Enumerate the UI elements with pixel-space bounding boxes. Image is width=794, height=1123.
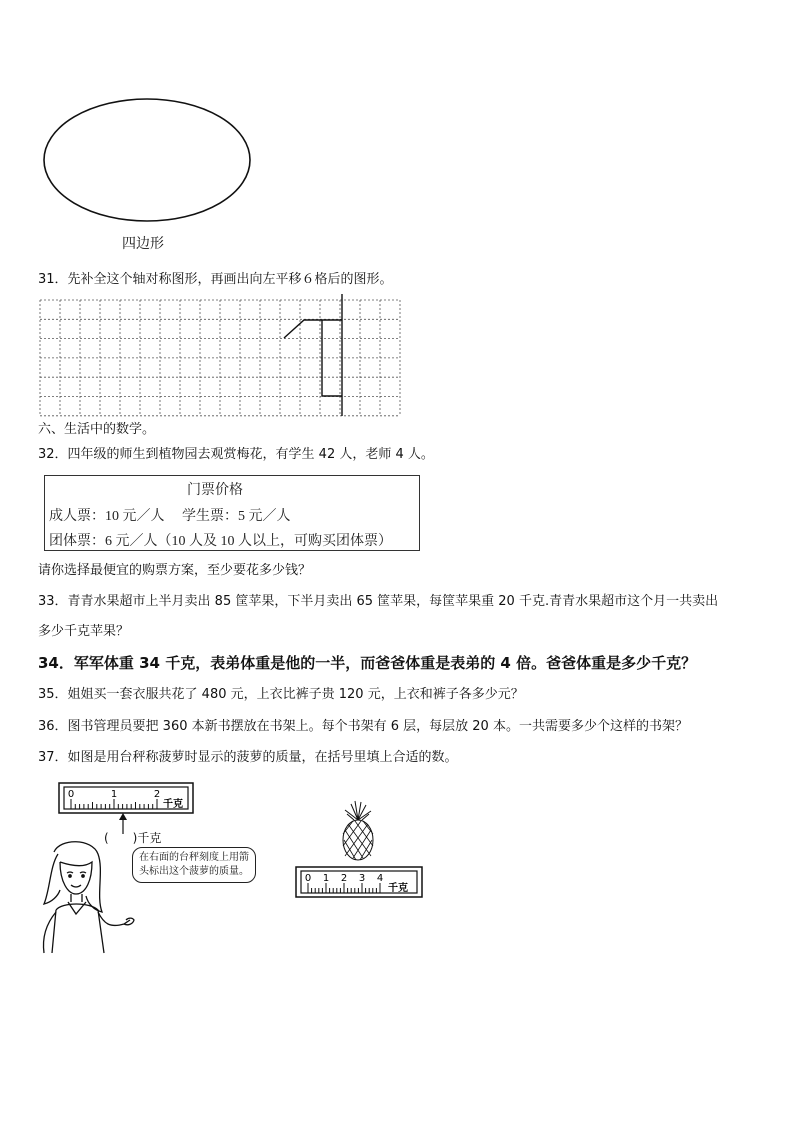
half-shape xyxy=(284,320,342,338)
grid-figure xyxy=(38,292,404,418)
question-32: 32．四年级的师生到植物园去观赏梅花，有学生 42 人，老师 4 人。 xyxy=(38,447,434,462)
ellipse-figure xyxy=(40,95,256,231)
scale-dial-1 xyxy=(58,782,194,814)
section-title: 六、生活中的数学。 xyxy=(38,422,156,437)
scale-dial-2 xyxy=(295,866,423,898)
scale2-tick-1: 1 xyxy=(322,873,330,884)
answer-blank[interactable]: ( )千克 xyxy=(104,831,162,845)
scale2-tick-2: 2 xyxy=(340,873,348,884)
question-32-ask: 请你选择最便宜的购票方案，至少要花多少钱？ xyxy=(38,563,312,578)
scale1-tick-1: 1 xyxy=(110,789,118,800)
scale1-tick-0: 0 xyxy=(67,789,75,800)
bubble-line-1: 在右面的台秤刻度上用箭 xyxy=(139,852,249,863)
speech-bubble xyxy=(132,847,256,883)
question-33-line2: 多少千克苹果？ xyxy=(38,624,130,639)
ticket-row-adult-student: 成人票：10 元／人 学生票：5 元／人 xyxy=(49,509,291,524)
scale1-unit: 千克 xyxy=(163,799,183,810)
ticket-row-group: 团体票：6 元／人（10 人及 10 人以上，可购买团体票） xyxy=(49,534,392,549)
scale2-tick-0: 0 xyxy=(304,873,312,884)
bubble-line-2: 头标出这个菠萝的质量。 xyxy=(139,866,249,877)
ticket-table-title: 门票价格 xyxy=(187,483,243,498)
ellipse-caption: 四边形 xyxy=(122,237,164,252)
question-37: 37．如图是用台秤称菠萝时显示的菠萝的质量，在括号里填上合适的数。 xyxy=(38,750,458,765)
question-35: 35．姐姐买一套衣服共花了 480 元，上衣比裤子贵 120 元，上衣和裤子各多少元？ xyxy=(38,687,524,702)
scale2-unit: 千克 xyxy=(388,883,408,894)
scale2-tick-4: 4 xyxy=(376,873,384,884)
question-31: 31．先补全这个轴对称图形，再画出向左平移６格后的图形。 xyxy=(38,272,393,287)
scale1-tick-2: 2 xyxy=(153,789,161,800)
ticket-price-table xyxy=(44,475,420,551)
question-36: 36．图书管理员要把 360 本新书摆放在书架上。每个书架有 6 层，每层放 20 本。一共需要多少个这样的书架？ xyxy=(38,719,688,734)
question-34: 34．军军体重 34 千克，表弟体重是他的一半，而爸爸体重是表弟的 4 倍。爸爸体重是多少千克？ xyxy=(38,654,697,672)
teacher-illustration xyxy=(38,840,138,955)
pineapple-icon xyxy=(333,800,383,862)
scale2-tick-3: 3 xyxy=(358,873,366,884)
question-33-line1: 33．青青水果超市上半月卖出 85 筐苹果，下半月卖出 65 筐苹果，每筐苹果重 20 千克.青青水果超市这个月一共卖出 xyxy=(38,594,719,609)
